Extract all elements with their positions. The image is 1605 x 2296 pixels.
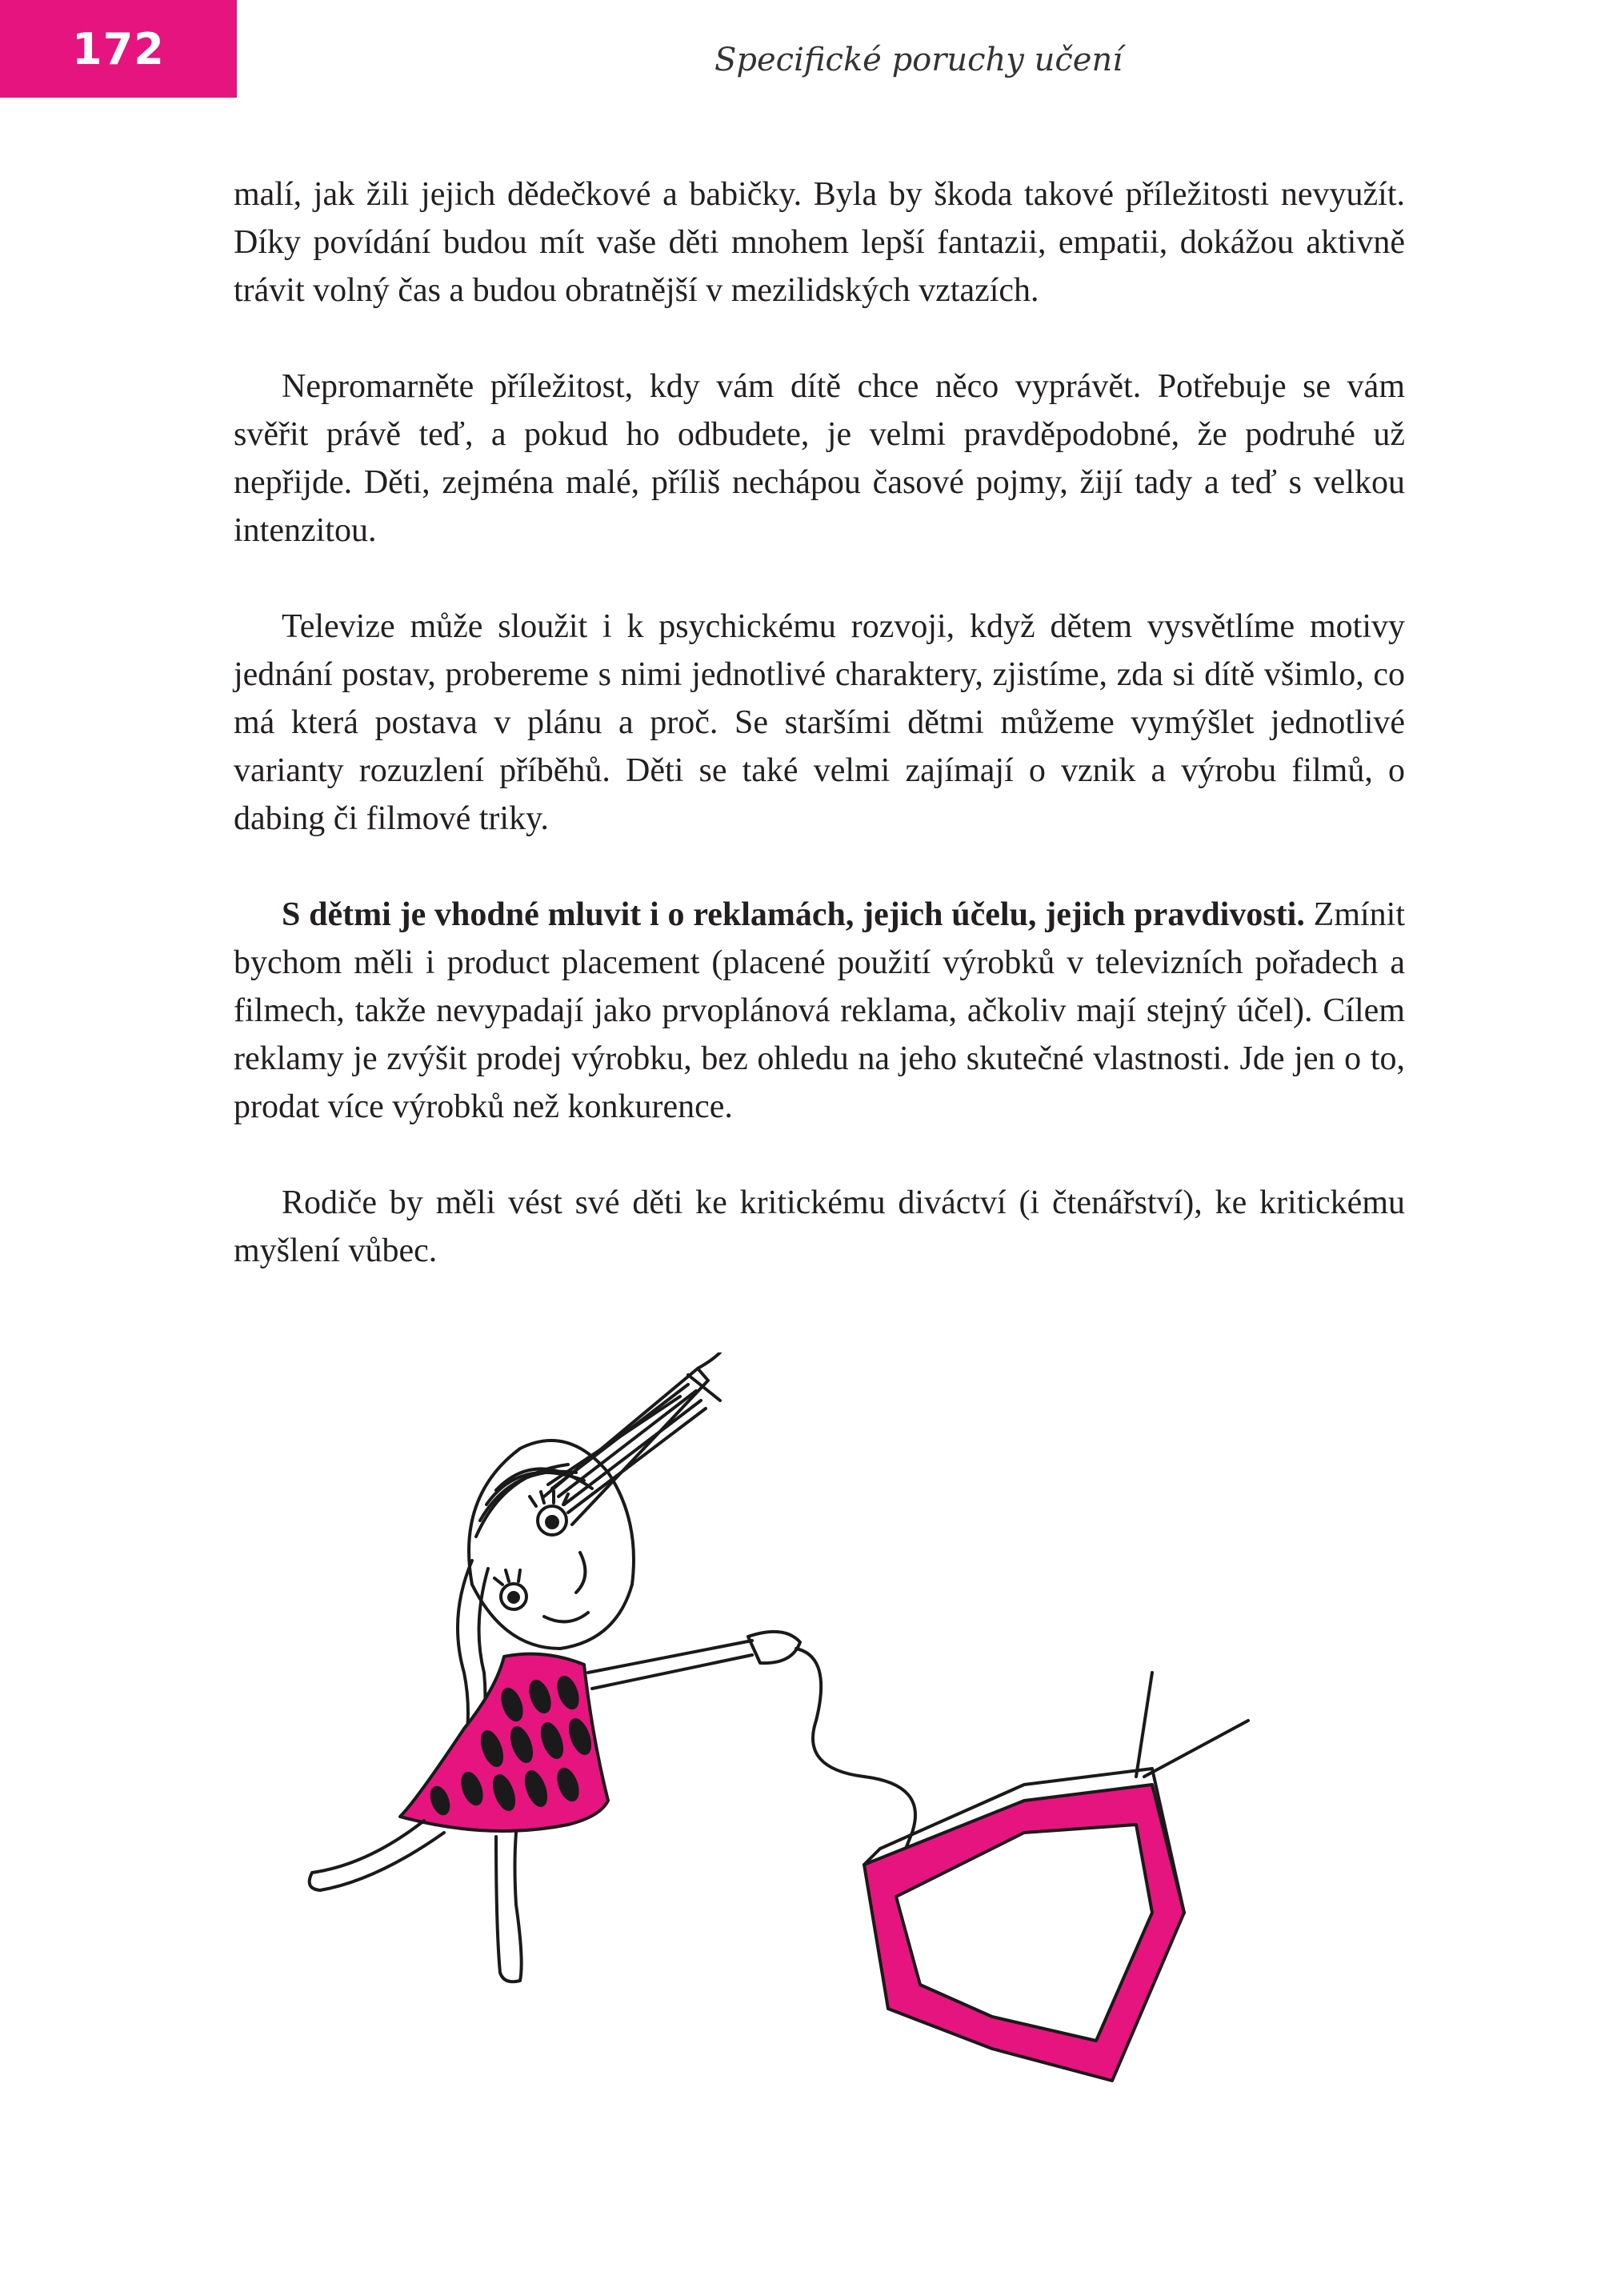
page-number: 172 [72, 23, 165, 74]
body-text [234, 170, 1405, 1323]
television-set [864, 1673, 1248, 2081]
paragraph-1: malí, jak žili jejich dědečkové a babičky. Byla by škoda takové příležitosti nevyužít. Díky povídání budou mít vaše děti mnohem lepší fantazii, empatii, dokážou aktivně trávit volný čas a budou obratnější v mezilidských vztazích. [234, 176, 1405, 309]
paragraph-5: Rodiče by měli vést své děti ke kritickému diváctví (i čtenářství), ke kritickému myšlení vůbec. [234, 1184, 1405, 1269]
paragraph-4-bold-lead: S dětmi je vhodné mluvit i o reklamách, jejich účelu, jejich pravdivosti. [282, 896, 1305, 933]
paragraph-4-text: Zmínit bychom měli i product placement (placené použití výrobků v televizních pořadech a filmech, takže nevypadají jako prvoplánová reklama, ačkoliv mají stejný účel). Cílem reklamy je zvýšit prodej výrobku, bez ohledu na jeho skutečné vlastnosti. Jde jen o to, prodat více výrobků než konkurence. [234, 896, 1405, 1125]
paragraph-2: Nepromarněte příležitost, kdy vám dítě chce něco vyprávět. Potřebuje se vám svěřit právě teď, a pokud ho odbudete, je velmi pravděpodobné, že podruhé už nepřijde. Děti, zejména malé, příliš nechápou časové pojmy, žijí tady a teď s velkou intenzitou. [234, 368, 1405, 549]
running-header-title: Specifické poruchy učení [714, 42, 1123, 78]
girl-legs [310, 1821, 522, 1981]
girl-arm [588, 1632, 800, 1689]
tv-cable [796, 1649, 915, 1873]
paragraph-4 [234, 891, 1405, 1131]
hair-tuft [544, 1352, 720, 1525]
paragraph-3: Televize může sloužit i k psychickému rozvoji, když dětem vysvětlíme motivy jednání postav, probereme s nimi jednotlivé charaktery, zjistíme, zda si dítě všimlo, co má která postava v plánu a proč. Se staršími dětmi můžeme vymýšlet jednotlivé varianty rozuzlení příběhů. Děti se také velmi zajímají o vznik a výrobu filmů, o dabing či filmové triky. [234, 608, 1405, 837]
girl-dress [400, 1654, 608, 1831]
girl-with-tv-illustration [304, 1352, 1304, 2097]
